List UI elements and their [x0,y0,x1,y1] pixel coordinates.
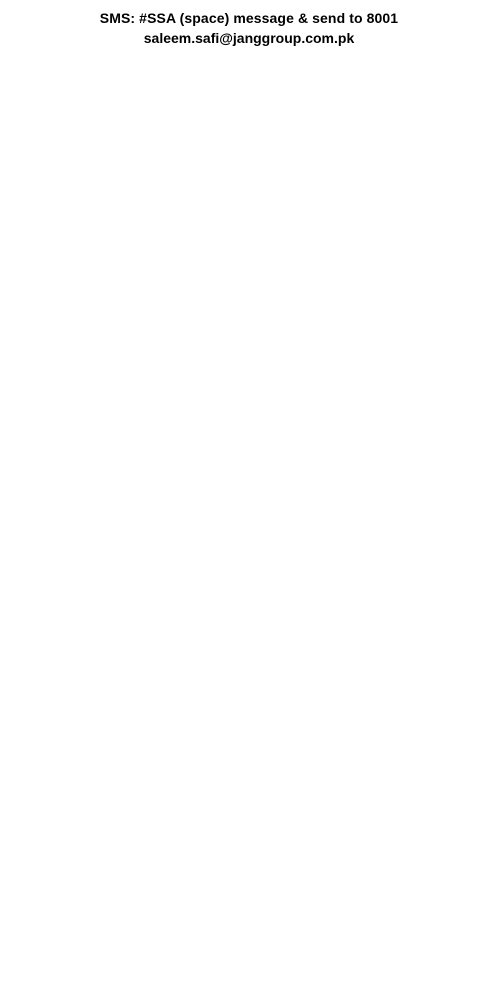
article-header [6,8,492,48]
sms-instruction: SMS: #SSA (space) message & send to 8001 [99,10,399,26]
author-email: saleem.safi@janggroup.com.pk [143,30,355,46]
